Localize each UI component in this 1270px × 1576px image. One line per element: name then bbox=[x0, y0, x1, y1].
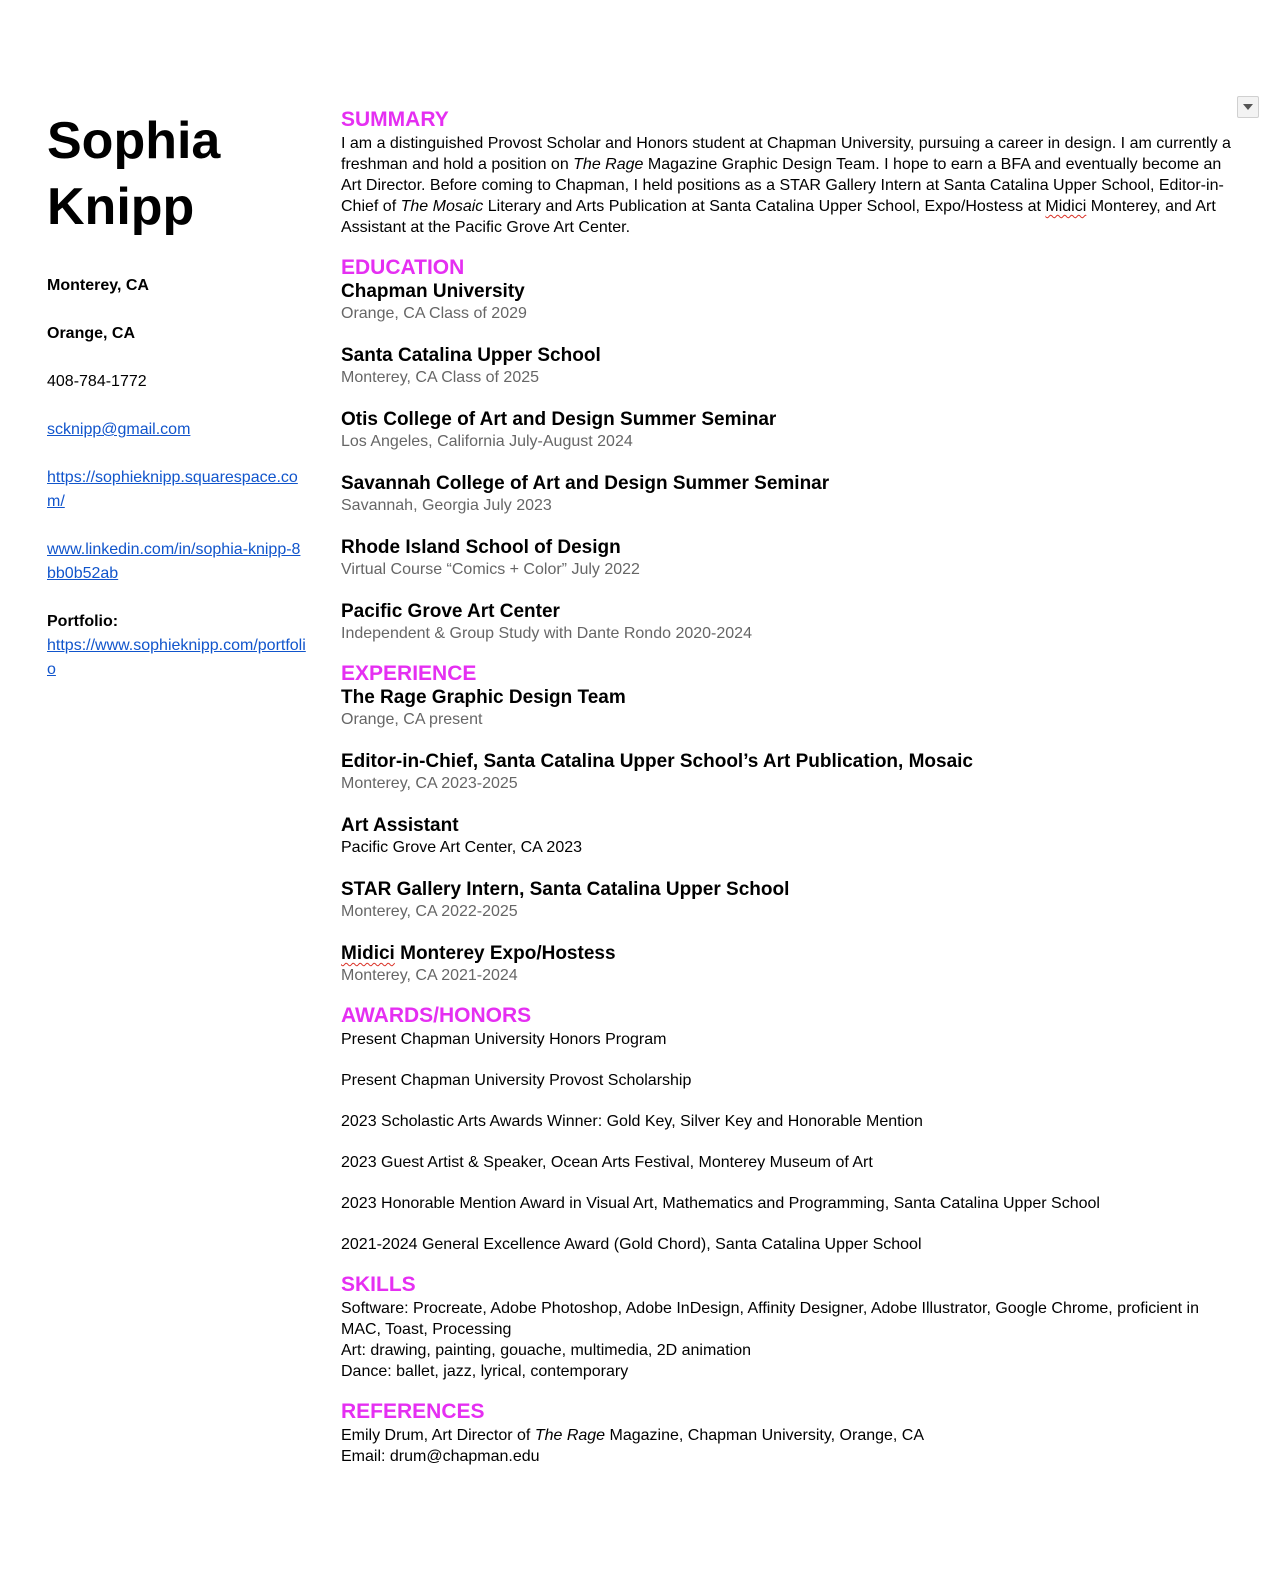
ref-prefix: Emily Drum, Art Director of bbox=[341, 1427, 535, 1444]
title-rest: Monterey Expo/Hostess bbox=[394, 943, 616, 964]
email-link[interactable]: scknipp@gmail.com bbox=[47, 421, 191, 438]
experience-item bbox=[341, 687, 1241, 730]
portfolio-link[interactable]: https://www.sophieknipp.com/portfolio bbox=[47, 637, 306, 678]
entry-sub: Pacific Grove Art Center, CA 2023 bbox=[341, 839, 583, 856]
skills-art: Art: drawing, painting, gouache, multimedia, 2D animation bbox=[341, 1342, 751, 1359]
entry-sub: Monterey, CA 2023-2025 bbox=[341, 775, 518, 792]
reference-email: Email: drum@chapman.edu bbox=[341, 1448, 540, 1465]
education-list bbox=[341, 281, 1241, 644]
ref-suffix: Magazine, Chapman University, Orange, CA bbox=[605, 1427, 925, 1444]
entry-sub: Orange, CA present bbox=[341, 711, 483, 728]
experience-heading: EXPERIENCE bbox=[341, 662, 477, 685]
ref-italic: The Rage bbox=[534, 1427, 606, 1444]
education-item bbox=[341, 409, 1241, 452]
entry-title: STAR Gallery Intern, Santa Catalina Upper School bbox=[341, 879, 790, 900]
summary-text bbox=[341, 133, 1241, 238]
award-item: Present Chapman University Provost Scholarship bbox=[341, 1072, 692, 1089]
entry-title: Pacific Grove Art Center bbox=[341, 601, 560, 622]
experience-item bbox=[341, 815, 1241, 858]
first-name: Sophia bbox=[47, 112, 221, 170]
education-heading: EDUCATION bbox=[341, 256, 465, 279]
entry-sub: Orange, CA Class of 2029 bbox=[341, 305, 527, 322]
summary-part4: Monterey, and Art Assistant at the Pacific Grove Art Center. bbox=[341, 198, 1216, 236]
education-item bbox=[341, 473, 1241, 516]
reference-line bbox=[341, 1425, 1241, 1446]
linkedin-link[interactable]: www.linkedin.com/in/sophia-knipp-8bb0b52ab bbox=[47, 541, 301, 582]
education-item bbox=[341, 281, 1241, 324]
entry-sub: Monterey, CA 2022-2025 bbox=[341, 903, 518, 920]
entry-title: Otis College of Art and Design Summer Seminar bbox=[341, 409, 777, 430]
entry-sub: Independent & Group Study with Dante Rondo 2020-2024 bbox=[341, 625, 752, 642]
midici-word: Midici bbox=[341, 943, 395, 964]
website-link[interactable]: https://sophieknipp.squarespace.com/ bbox=[47, 469, 298, 510]
experience-item bbox=[341, 751, 1241, 794]
portfolio-label: Portfolio: bbox=[47, 613, 119, 630]
references-heading: REFERENCES bbox=[341, 1400, 485, 1423]
entry-title: Savannah College of Art and Design Summer Seminar bbox=[341, 473, 830, 494]
summary-midici: Midici bbox=[1045, 198, 1087, 215]
education-item bbox=[341, 537, 1241, 580]
last-name: Knipp bbox=[47, 178, 195, 236]
entry-title: Art Assistant bbox=[341, 815, 459, 836]
skills-heading: SKILLS bbox=[341, 1273, 416, 1296]
summary-italic-the-rage: The Rage bbox=[573, 156, 644, 173]
entry-title: Chapman University bbox=[341, 281, 525, 302]
award-item: Present Chapman University Honors Program bbox=[341, 1031, 667, 1048]
awards-list bbox=[341, 1029, 1241, 1255]
summary-italic-the-mosaic: The Mosaic bbox=[400, 198, 484, 215]
entry-title: Editor-in-Chief, Santa Catalina Upper School’s Art Publication, Mosaic bbox=[341, 751, 974, 772]
experience-item bbox=[341, 879, 1241, 922]
education-item bbox=[341, 345, 1241, 388]
skills-software: Software: Procreate, Adobe Photoshop, Adobe InDesign, Affinity Designer, Adobe Illustrator, Google Chrome, proficient in MAC, Toast, Processing bbox=[341, 1300, 1199, 1338]
entry-sub: Monterey, CA Class of 2025 bbox=[341, 369, 540, 386]
award-item: 2023 Honorable Mention Award in Visual Art, Mathematics and Programming, Santa Catalina Upper School bbox=[341, 1195, 1100, 1212]
location-monterey: Monterey, CA bbox=[47, 277, 149, 294]
summary-part1: I am a distinguished Provost Scholar and Honors student at Chapman University, pursuing a career in design. I am currently a freshman and hold a position on bbox=[341, 135, 1231, 173]
skills-dance: Dance: ballet, jazz, lyrical, contemporary bbox=[341, 1363, 629, 1380]
entry-sub: Savannah, Georgia July 2023 bbox=[341, 497, 552, 514]
entry-sub: Virtual Course “Comics + Color” July 2022 bbox=[341, 561, 640, 578]
summary-part2: Magazine Graphic Design Team. I hope to earn a BFA and eventually become an Art Director. Before coming to Chapman, I held positions as a STAR Gallery Intern at Santa Catalina Upper School, Editor-in-Chief of bbox=[341, 156, 1224, 215]
references-list bbox=[341, 1425, 1241, 1467]
award-item: 2021-2024 General Excellence Award (Gold Chord), Santa Catalina Upper School bbox=[341, 1236, 922, 1253]
name-heading bbox=[47, 108, 309, 240]
entry-sub: Los Angeles, California July-August 2024 bbox=[341, 433, 633, 450]
award-item: 2023 Scholastic Arts Awards Winner: Gold Key, Silver Key and Honorable Mention bbox=[341, 1113, 923, 1130]
entry-title: The Rage Graphic Design Team bbox=[341, 687, 626, 708]
entry-title bbox=[341, 943, 1241, 965]
skills-list bbox=[341, 1298, 1241, 1382]
entry-title: Rhode Island School of Design bbox=[341, 537, 621, 558]
experience-list bbox=[341, 687, 1241, 986]
summary-part3: Literary and Arts Publication at Santa Catalina Upper School, Expo/Hostess at bbox=[483, 198, 1046, 215]
location-orange: Orange, CA bbox=[47, 325, 136, 342]
entry-sub: Monterey, CA 2021-2024 bbox=[341, 967, 518, 984]
entry-title: Santa Catalina Upper School bbox=[341, 345, 601, 366]
awards-heading: AWARDS/HONORS bbox=[341, 1004, 532, 1027]
main-content bbox=[341, 107, 1241, 1467]
summary-heading: SUMMARY bbox=[341, 108, 449, 131]
experience-item bbox=[341, 943, 1241, 986]
education-item bbox=[341, 601, 1241, 644]
award-item: 2023 Guest Artist & Speaker, Ocean Arts Festival, Monterey Museum of Art bbox=[341, 1154, 873, 1171]
phone: 408-784-1772 bbox=[47, 373, 147, 390]
contact-sidebar bbox=[47, 108, 309, 706]
